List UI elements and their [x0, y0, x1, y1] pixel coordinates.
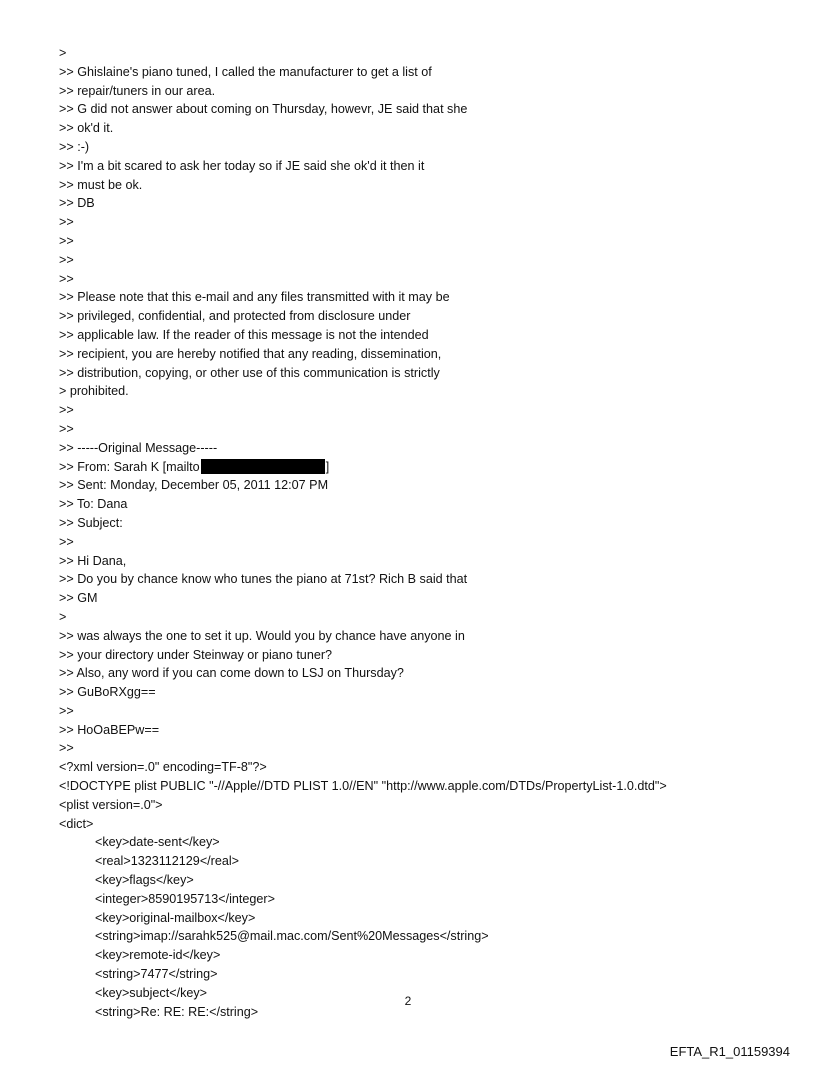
text-line: >> Hi Dana, [59, 553, 127, 568]
text-line: <string>Re: RE: RE:</string> [95, 1004, 259, 1019]
text-line: >> [59, 252, 74, 267]
text-line: >> I'm a bit scared to ask her today so if JE said she ok'd it then it [59, 158, 425, 173]
text-line: >> :-) [59, 139, 90, 154]
text-line: >> repair/tuners in our area. [59, 83, 216, 98]
text-line: <real>1323112129</real> [95, 854, 240, 869]
text-line: >> [59, 741, 74, 756]
text-line: <!DOCTYPE plist PUBLIC "-//Apple//DTD PLIST 1.0//EN" "http://www.apple.com/DTDs/PropertyList-1.0.dtd"> [59, 779, 667, 794]
text-line: >> HoOaBEPw== [59, 722, 160, 737]
text-line: >> [59, 703, 74, 718]
text-line: >> -----Original Message----- [59, 440, 218, 455]
text-line: >> [59, 534, 74, 549]
text-line: >> privileged, confidential, and protected from disclosure under [59, 309, 411, 324]
text-line: >> Please note that this e-mail and any files transmitted with it may be [59, 290, 450, 305]
from-line [59, 458, 799, 477]
text-line: <key>subject</key> [95, 985, 208, 1000]
text-line: >> distribution, copying, or other use of this communication is strictly [59, 365, 440, 380]
email-body-block [59, 476, 799, 833]
text-line: >> To: Dana [59, 497, 128, 512]
text-line: >> your directory under Steinway or piano tuner? [59, 647, 333, 662]
text-line: <string>imap://sarahk525@mail.mac.com/Sent%20Messages</string> [95, 929, 489, 944]
from-line-prefix: >> From: Sarah K [mailto [59, 459, 200, 474]
email-document [59, 44, 799, 1021]
text-line: >> recipient, you are hereby notified that any reading, dissemination, [59, 346, 442, 361]
text-line: >> [59, 271, 74, 286]
text-line: >> Sent: Monday, December 05, 2011 12:07 PM [59, 478, 329, 493]
document-id: EFTA_R1_01159394 [669, 1044, 790, 1059]
text-line: <string>7477</string> [95, 967, 218, 982]
text-line: > prohibited. [59, 384, 129, 399]
text-line: >> applicable law. If the reader of this message is not the intended [59, 327, 429, 342]
text-line: >> ok'd it. [59, 121, 114, 136]
text-line: >> [59, 421, 74, 436]
page-number: 2 [404, 994, 412, 1008]
text-line: > [59, 46, 67, 60]
text-line: <key>original-mailbox</key> [95, 910, 256, 925]
text-line: <?xml version=.0" encoding=TF-8"?> [59, 760, 267, 775]
text-line: >> was always the one to set it up. Would you by chance have anyone in [59, 628, 465, 643]
text-line: >> Do you by chance know who tunes the piano at 71st? Rich B said that [59, 572, 468, 587]
text-line: <key>remote-id</key> [95, 948, 221, 963]
text-line: >> GuBoRXgg== [59, 685, 156, 700]
text-line: >> must be ok. [59, 177, 143, 192]
text-line: > [59, 609, 67, 624]
text-line: >> Ghislaine's piano tuned, I called the manufacturer to get a list of [59, 64, 432, 79]
text-line: >> Also, any word if you can come down to LSJ on Thursday? [59, 666, 404, 681]
text-line: <key>date-sent</key> [95, 835, 220, 850]
text-line: >> G did not answer about coming on Thursday, howevr, JE said that she [59, 102, 468, 117]
redaction-box [201, 459, 325, 474]
text-line: >> GM [59, 591, 98, 606]
text-line: >> DB [59, 196, 95, 211]
from-line-suffix: ] [325, 459, 330, 474]
text-line: >> [59, 215, 74, 230]
text-line: <plist version=.0"> [59, 797, 163, 812]
text-line: >> [59, 233, 74, 248]
text-line: <integer>8590195713</integer> [95, 891, 275, 906]
email-quoted-block [59, 44, 799, 458]
text-line: <key>flags</key> [95, 873, 194, 888]
text-line: >> Subject: [59, 515, 123, 530]
text-line: >> [59, 403, 74, 418]
text-line: <dict> [59, 816, 94, 831]
